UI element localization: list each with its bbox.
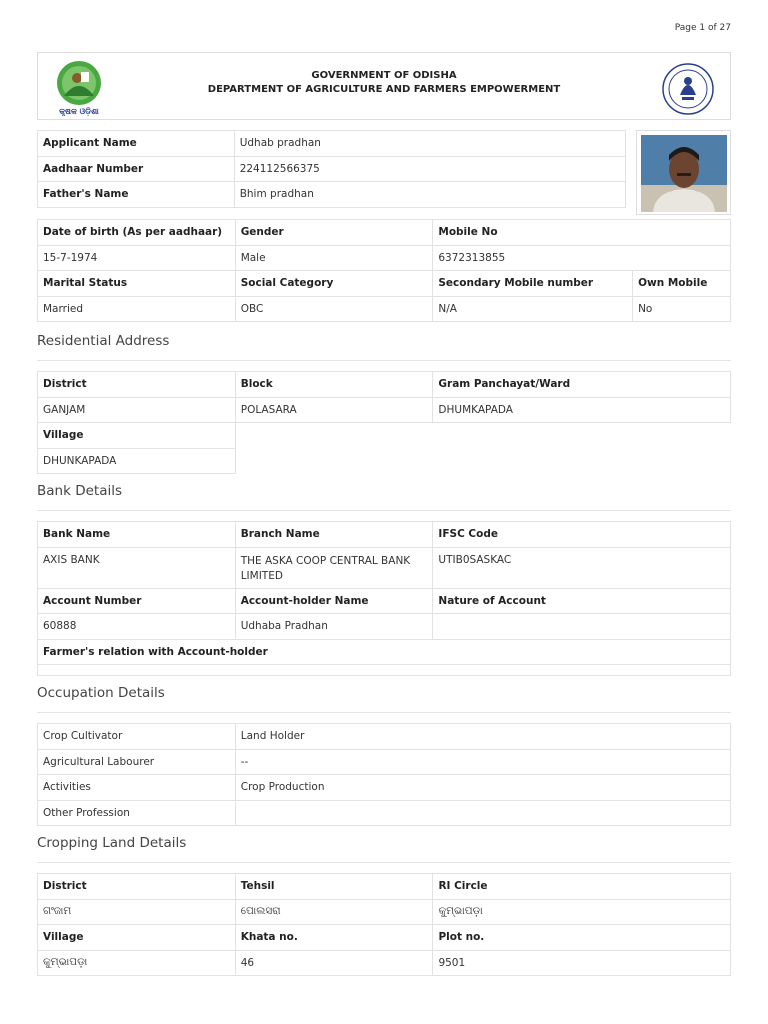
aadhaar-value: 224112566375 <box>234 156 625 182</box>
farmer-relation-label: Farmer's relation with Account-holder <box>38 639 731 665</box>
table-row <box>38 749 731 775</box>
applicant-table <box>37 130 626 208</box>
table-row <box>38 547 731 588</box>
department-title: DEPARTMENT OF AGRICULTURE AND FARMERS EMPOWERMENT <box>207 84 561 95</box>
account-number-value: 60888 <box>38 614 236 640</box>
block-value: POLASARA <box>235 397 433 423</box>
table-row <box>38 423 731 449</box>
table-row <box>38 639 731 665</box>
residential-address-title: Residential Address <box>37 333 170 349</box>
occupation-value: Land Holder <box>235 724 730 750</box>
gram-panchayat-value: DHUMKAPADA <box>433 397 731 423</box>
crop-village-label: Village <box>38 925 236 951</box>
occupation-label: Crop Cultivator <box>38 724 236 750</box>
occupation-details-title: Occupation Details <box>37 685 165 701</box>
social-category-label: Social Category <box>235 271 433 297</box>
bank-details-title: Bank Details <box>37 483 123 499</box>
crop-village-value: କୁମ୍ଭାପଡ଼ା <box>38 950 236 976</box>
dob-label: Date of birth (As per aadhaar) <box>38 220 236 246</box>
ri-circle-label: RI Circle <box>433 874 731 900</box>
block-label: Block <box>235 372 433 398</box>
branch-name-label: Branch Name <box>235 522 433 548</box>
divider <box>37 510 731 511</box>
mobile-value: 6372313855 <box>433 245 731 271</box>
occupation-value: Crop Production <box>235 775 730 801</box>
table-row <box>38 588 731 614</box>
village-label: Village <box>38 423 236 449</box>
own-mobile-label: Own Mobile <box>633 271 731 297</box>
bank-name-value: AXIS BANK <box>38 547 236 588</box>
nature-of-account-label: Nature of Account <box>433 588 731 614</box>
table-row <box>38 271 731 297</box>
table-row <box>38 899 731 925</box>
account-number-label: Account Number <box>38 588 236 614</box>
own-mobile-value: No <box>633 296 731 322</box>
branch-name-value: THE ASKA COOP CENTRAL BANK LIMITED <box>235 547 433 588</box>
logo-left-text: କୃଷକ ଓଡ଼ିଶା <box>59 107 99 116</box>
divider <box>37 712 731 713</box>
secondary-mobile-value: N/A <box>433 296 633 322</box>
table-row <box>38 448 731 474</box>
father-name-value: Bhim pradhan <box>234 182 625 208</box>
gender-label: Gender <box>235 220 433 246</box>
occupation-details-table <box>37 723 731 826</box>
table-row <box>38 665 731 676</box>
crop-district-label: District <box>38 874 236 900</box>
table-row <box>38 131 626 157</box>
occupation-value <box>235 800 730 826</box>
bank-name-label: Bank Name <box>38 522 236 548</box>
account-holder-label: Account-holder Name <box>235 588 433 614</box>
gram-panchayat-label: Gram Panchayat/Ward <box>433 372 731 398</box>
social-category-value: OBC <box>235 296 433 322</box>
document-header <box>37 52 731 120</box>
table-row <box>38 296 731 322</box>
aadhaar-label: Aadhaar Number <box>38 156 235 182</box>
crop-district-value: ଗଂଜାମ <box>38 899 236 925</box>
residential-address-table <box>37 371 731 474</box>
table-row <box>38 522 731 548</box>
district-label: District <box>38 372 236 398</box>
divider <box>37 862 731 863</box>
farmer-relation-value <box>38 665 731 676</box>
applicant-photo <box>641 135 727 212</box>
secondary-mobile-label: Secondary Mobile number <box>433 271 633 297</box>
marital-label: Marital Status <box>38 271 236 297</box>
page-number: Page 1 of 27 <box>674 23 731 33</box>
table-row <box>38 245 731 271</box>
occupation-label: Other Profession <box>38 800 236 826</box>
tehsil-value: ପୋଲସରା <box>235 899 433 925</box>
table-row <box>38 724 731 750</box>
table-row <box>38 614 731 640</box>
dob-value: 15-7-1974 <box>38 245 236 271</box>
plot-label: Plot no. <box>433 925 731 951</box>
table-row <box>38 182 626 208</box>
applicant-name-value: Udhab pradhan <box>234 131 625 157</box>
district-value: GANJAM <box>38 397 236 423</box>
cropping-land-table <box>37 873 731 976</box>
personal-details-table <box>37 219 731 322</box>
mobile-label: Mobile No <box>433 220 731 246</box>
table-row <box>38 800 731 826</box>
nature-of-account-value <box>433 614 731 640</box>
applicant-photo-frame <box>636 130 731 215</box>
odisha-emblem <box>660 61 716 117</box>
village-value: DHUNKAPADA <box>38 448 236 474</box>
bank-details-table <box>37 521 731 676</box>
cropping-land-title: Cropping Land Details <box>37 835 187 851</box>
applicant-name-label: Applicant Name <box>38 131 235 157</box>
ifsc-value: UTIB0SASKAC <box>433 547 731 588</box>
divider <box>37 360 731 361</box>
khata-label: Khata no. <box>235 925 433 951</box>
table-row <box>38 874 731 900</box>
ifsc-label: IFSC Code <box>433 522 731 548</box>
tehsil-label: Tehsil <box>235 874 433 900</box>
table-row <box>38 397 731 423</box>
occupation-label: Agricultural Labourer <box>38 749 236 775</box>
plot-value: 9501 <box>433 950 731 976</box>
table-row <box>38 220 731 246</box>
table-row <box>38 775 731 801</box>
marital-value: Married <box>38 296 236 322</box>
account-holder-value: Udhaba Pradhan <box>235 614 433 640</box>
occupation-value: -- <box>235 749 730 775</box>
table-row <box>38 156 626 182</box>
table-row <box>38 950 731 976</box>
table-row <box>38 925 731 951</box>
occupation-label: Activities <box>38 775 236 801</box>
father-name-label: Father's Name <box>38 182 235 208</box>
govt-title: GOVERNMENT OF ODISHA <box>311 70 457 81</box>
ri-circle-value: କୁମ୍ଭାପଡ଼ା <box>433 899 731 925</box>
khata-value: 46 <box>235 950 433 976</box>
table-row <box>38 372 731 398</box>
gender-value: Male <box>235 245 433 271</box>
